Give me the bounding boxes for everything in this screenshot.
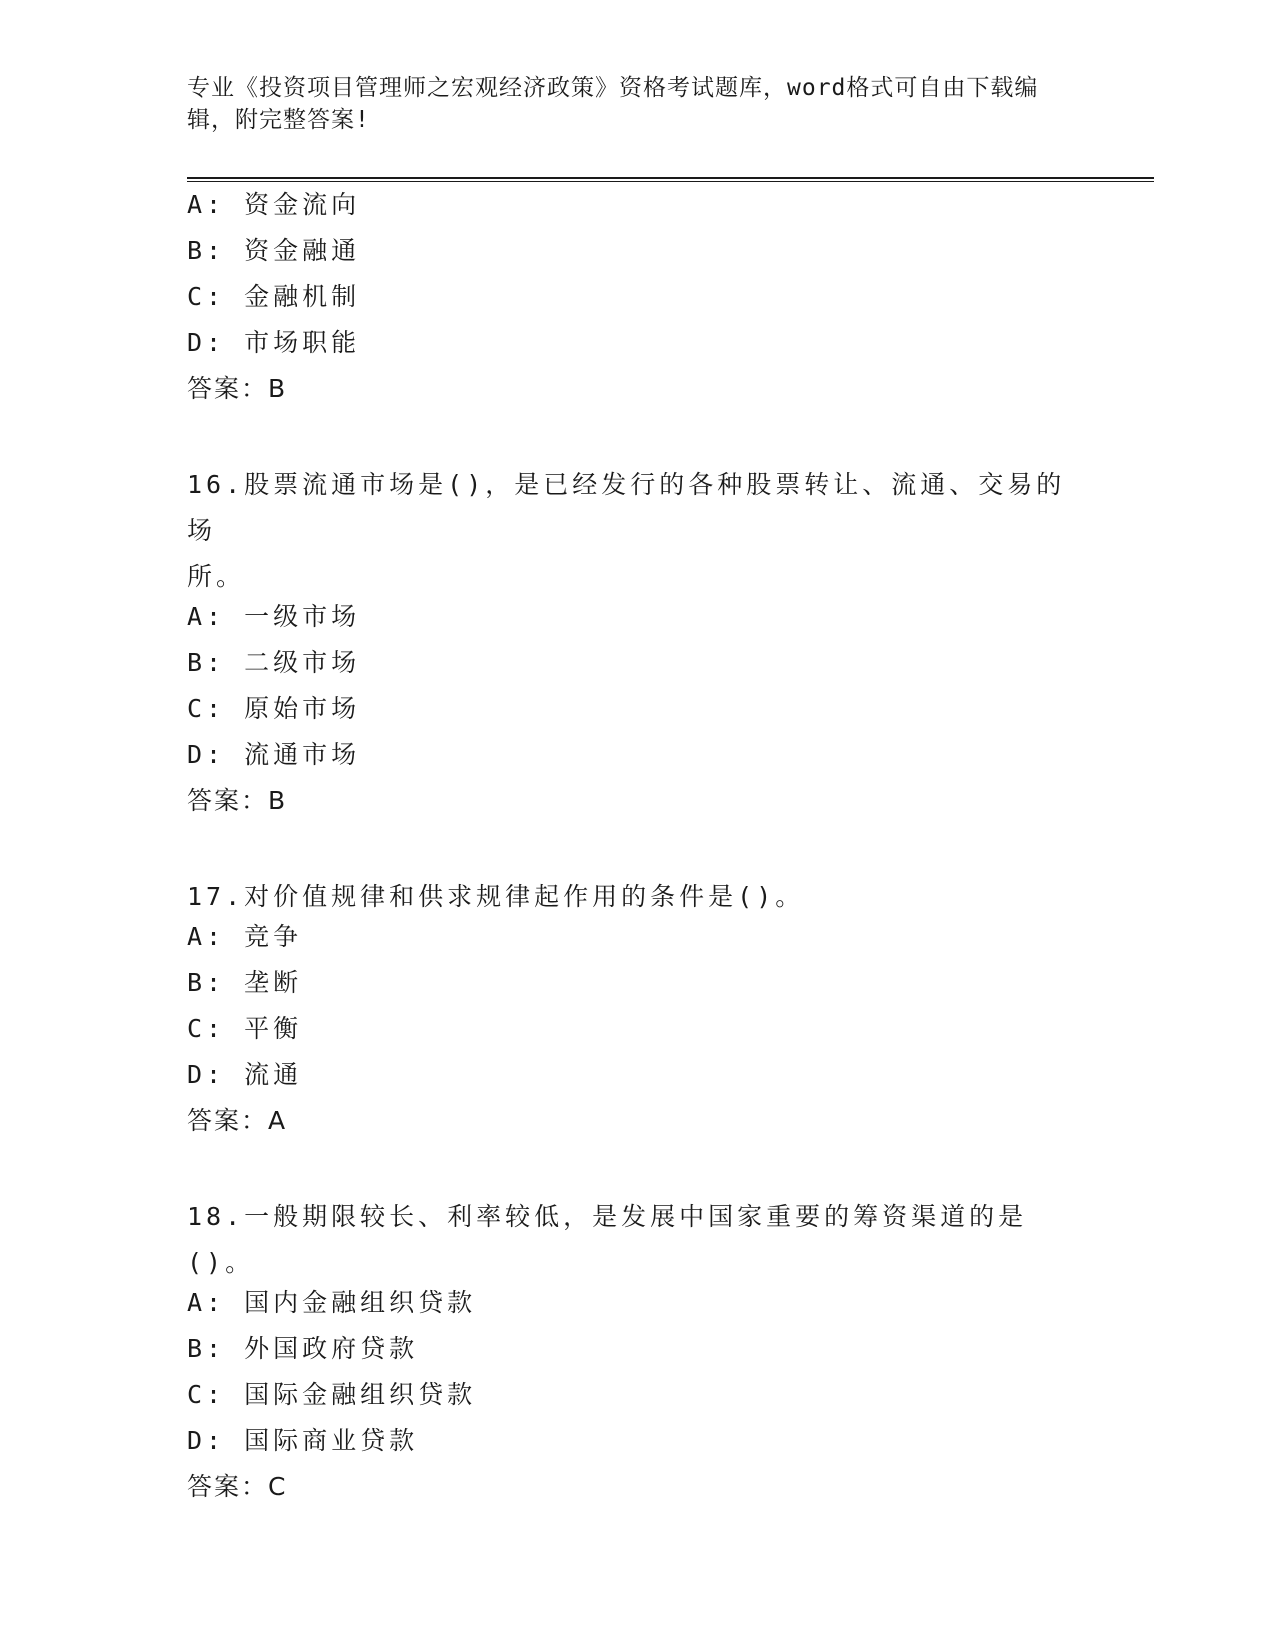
option-c: C: 国际金融组织贷款 — [187, 1380, 477, 1409]
question-text — [187, 874, 1087, 920]
option-b: B: 外国政府贷款 — [187, 1334, 419, 1363]
option-c: C: 原始市场 — [187, 694, 361, 723]
option-a: A: 国内金融组织贷款 — [187, 1288, 477, 1317]
question-line-1: 17.对价值规律和供求规律起作用的条件是()。 — [187, 882, 805, 911]
option-c: C: 平衡 — [187, 1014, 303, 1043]
option-b: B: 垄断 — [187, 968, 303, 997]
option-a: A: 竞争 — [187, 922, 303, 951]
answer-line: 答案：B — [187, 786, 288, 815]
question-text — [187, 462, 1087, 600]
option-b: B: 资金融通 — [187, 236, 361, 265]
option-a: A: 资金流向 — [187, 190, 361, 219]
question-block-15 — [187, 188, 1087, 418]
option-d: D: 国际商业贷款 — [187, 1426, 419, 1455]
question-line-1: 16.股票流通市场是()，是已经发行的各种股票转让、流通、交易的场 — [187, 470, 1066, 545]
answer-line: 答案：C — [187, 1472, 288, 1501]
header-line-2: 辑，附完整答案! — [187, 107, 370, 133]
answer-line: 答案：A — [187, 1106, 288, 1135]
question-list — [187, 188, 1087, 1516]
header-divider — [187, 177, 1154, 182]
option-b: B: 二级市场 — [187, 648, 361, 677]
question-block-18 — [187, 1194, 1087, 1516]
question-line-1: 18.一般期限较长、利率较低，是发展中国家重要的筹资渠道的是()。 — [187, 1202, 1028, 1277]
option-d: D: 流通 — [187, 1060, 303, 1089]
question-block-16 — [187, 462, 1087, 830]
question-text — [187, 1194, 1087, 1286]
option-c: C: 金融机制 — [187, 282, 361, 311]
option-d: D: 流通市场 — [187, 740, 361, 769]
page-header — [187, 72, 1087, 136]
answer-line: 答案：B — [187, 374, 288, 403]
question-line-2: 所。 — [187, 562, 246, 591]
question-block-17 — [187, 874, 1087, 1150]
option-a: A: 一级市场 — [187, 602, 361, 631]
header-line-1: 专业《投资项目管理师之宏观经济政策》资格考试题库，word格式可自由下载编 — [187, 75, 1039, 101]
option-d: D: 市场职能 — [187, 328, 361, 357]
